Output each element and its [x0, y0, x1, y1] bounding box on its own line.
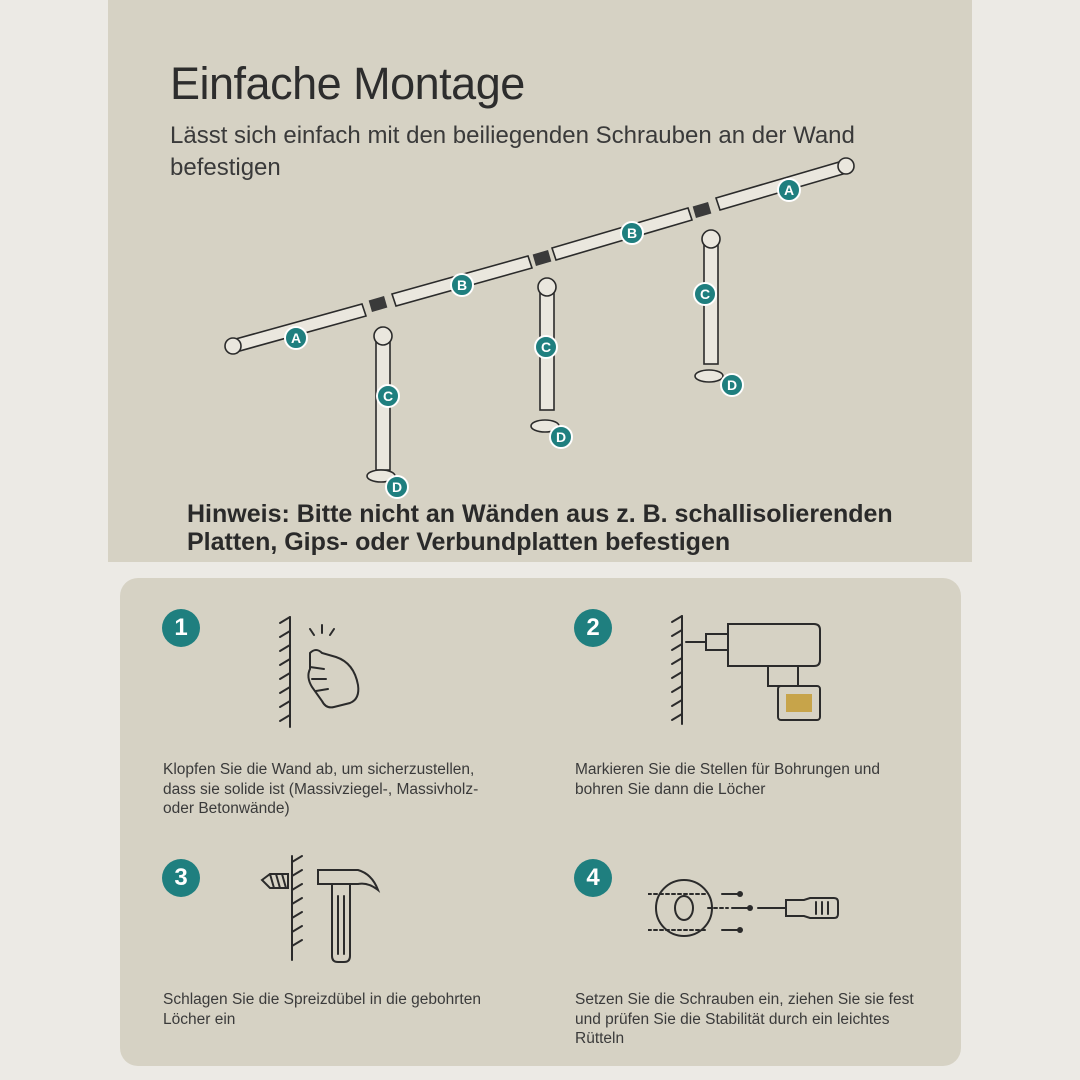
page-title: Einfache Montage [170, 58, 525, 109]
hint-note: Hinweis: Bitte nicht an Wänden aus z. B. schallisolierenden Platten, Gips- oder Verbundplatten befestigen [187, 500, 893, 556]
screwdriver-icon [648, 872, 848, 944]
step-1-badge: 1 [162, 609, 200, 647]
knock-wall-icon [270, 615, 370, 733]
label-c-mid-text: C [540, 339, 552, 355]
label-b-left [451, 274, 473, 296]
drill-icon [660, 612, 830, 730]
label-c-left-text: C [382, 388, 394, 404]
hammer-anchor-icon [256, 852, 386, 964]
label-b-left-text: B [456, 277, 468, 293]
label-c-mid [535, 336, 557, 358]
label-d-mid-text: D [555, 429, 567, 445]
step-2-badge: 2 [574, 609, 612, 647]
step-4-badge: 4 [574, 859, 612, 897]
label-a-right [778, 179, 800, 201]
label-a-left [285, 327, 307, 349]
label-a-right-text: A [783, 182, 795, 198]
step-1-text: Klopfen Sie die Wand ab, um sicherzustellen, dass sie solide ist (Massivziegel-, Massivholz- oder Betonwände) [163, 761, 479, 817]
step-3-badge: 3 [162, 859, 200, 897]
label-c-right-text: C [699, 286, 711, 302]
step-4-text: Setzen Sie die Schrauben ein, ziehen Sie sie fest und prüfen Sie die Stabilität durch ein leichtes Rütteln [575, 991, 914, 1047]
step-3-text: Schlagen Sie die Spreizdübel in die gebohrten Löcher ein [163, 991, 481, 1028]
label-d-mid [550, 426, 572, 448]
page-subtitle: Lässt sich einfach mit den beiliegenden Schrauben an der Wand befestigen [170, 122, 855, 181]
label-d-right-text: D [726, 377, 738, 393]
label-a-left-text: A [290, 330, 302, 346]
label-b-right-text: B [626, 225, 638, 241]
label-c-right [694, 283, 716, 305]
label-d-left [386, 476, 408, 498]
label-d-left-text: D [391, 479, 403, 495]
label-d-right [721, 374, 743, 396]
step-2-text: Markieren Sie die Stellen für Bohrungen und bohren Sie dann die Löcher [575, 761, 881, 798]
label-c-left [377, 385, 399, 407]
label-b-right [621, 222, 643, 244]
